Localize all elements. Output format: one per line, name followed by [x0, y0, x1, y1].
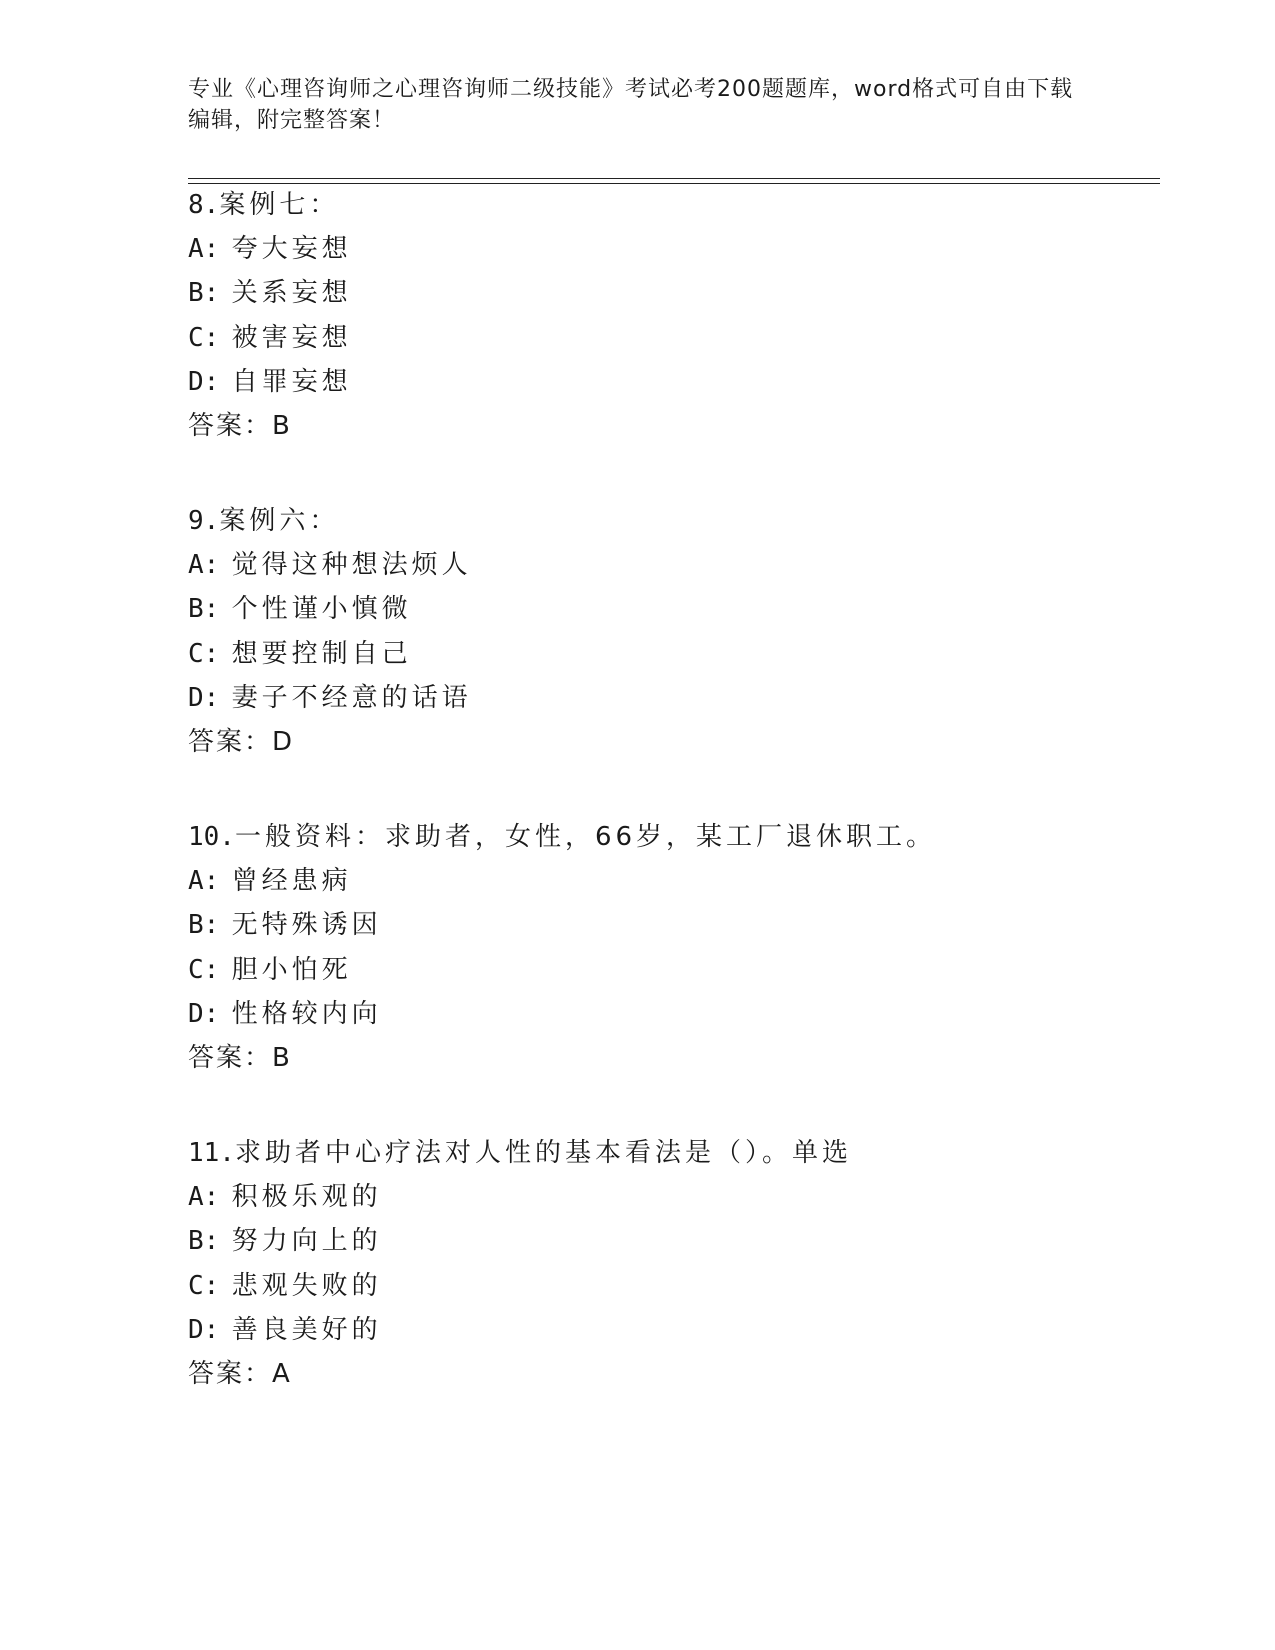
- option-text: 努力向上的: [231, 1226, 382, 1256]
- question-number: 11.: [188, 1138, 235, 1168]
- option-letter: D:: [188, 1315, 220, 1345]
- answer-text: 答案：B: [188, 411, 292, 441]
- option-letter: D:: [188, 999, 220, 1029]
- option-text: 性格较内向: [231, 999, 382, 1029]
- option-b: [188, 907, 382, 943]
- option-text: 关系妄想: [231, 278, 352, 308]
- question-text: 求助者中心疗法对人性的基本看法是（）。单选: [234, 1138, 852, 1168]
- question-stem: [188, 187, 339, 223]
- question-text: 案例六：: [219, 506, 340, 536]
- option-c: [188, 636, 412, 672]
- question-number: 8.: [188, 190, 220, 220]
- answer-text: 答案：B: [188, 1043, 292, 1073]
- option-letter: A:: [188, 866, 220, 896]
- option-text: 想要控制自己: [231, 639, 412, 669]
- question-text: 一般资料：求助者，女性，66岁，某工厂退休职工。: [234, 822, 937, 852]
- option-d: [188, 1312, 382, 1348]
- option-c: [188, 1268, 382, 1304]
- option-text: 积极乐观的: [231, 1182, 382, 1212]
- question-stem: [188, 819, 936, 855]
- question-number: 9.: [188, 506, 220, 536]
- option-b: [188, 591, 412, 627]
- option-a: [188, 863, 352, 899]
- option-b: [188, 1223, 382, 1259]
- question-stem: [188, 1135, 852, 1171]
- option-text: 被害妄想: [231, 323, 352, 353]
- option-a: [188, 1179, 382, 1215]
- option-c: [188, 952, 352, 988]
- option-letter: D:: [188, 683, 220, 713]
- option-letter: A:: [188, 234, 220, 264]
- document-header: 专业《心理咨询师之心理咨询师二级技能》考试必考200题题库，word格式可自由下载编辑，附完整答案！: [188, 77, 1074, 133]
- option-text: 个性谨小慎微: [231, 594, 412, 624]
- option-letter: B:: [188, 1226, 220, 1256]
- option-text: 胆小怕死: [231, 955, 352, 985]
- question-text: 案例七：: [219, 190, 340, 220]
- option-c: [188, 320, 352, 356]
- answer-text: 答案：D: [188, 727, 295, 757]
- option-letter: C:: [188, 639, 220, 669]
- option-text: 妻子不经意的话语: [231, 683, 472, 713]
- option-letter: B:: [188, 594, 220, 624]
- option-text: 无特殊诱因: [231, 910, 382, 940]
- option-letter: C:: [188, 955, 220, 985]
- option-letter: A:: [188, 550, 220, 580]
- option-d: [188, 364, 352, 400]
- option-text: 觉得这种想法烦人: [231, 550, 472, 580]
- option-letter: B:: [188, 278, 220, 308]
- question-stem: [188, 503, 339, 539]
- header-divider: [188, 178, 1160, 184]
- option-b: [188, 275, 352, 311]
- option-a: [188, 231, 352, 267]
- option-d: [188, 996, 382, 1032]
- option-text: 曾经患病: [231, 866, 352, 896]
- option-text: 善良美好的: [231, 1315, 382, 1345]
- option-letter: B:: [188, 910, 220, 940]
- option-text: 自罪妄想: [231, 367, 352, 397]
- option-letter: C:: [188, 323, 220, 353]
- option-d: [188, 680, 472, 716]
- answer-text: 答案：A: [188, 1359, 292, 1389]
- option-text: 夸大妄想: [231, 234, 352, 264]
- question-number: 10.: [188, 822, 235, 852]
- option-letter: C:: [188, 1271, 220, 1301]
- option-letter: A:: [188, 1182, 220, 1212]
- option-text: 悲观失败的: [231, 1271, 382, 1301]
- option-a: [188, 547, 472, 583]
- option-letter: D:: [188, 367, 220, 397]
